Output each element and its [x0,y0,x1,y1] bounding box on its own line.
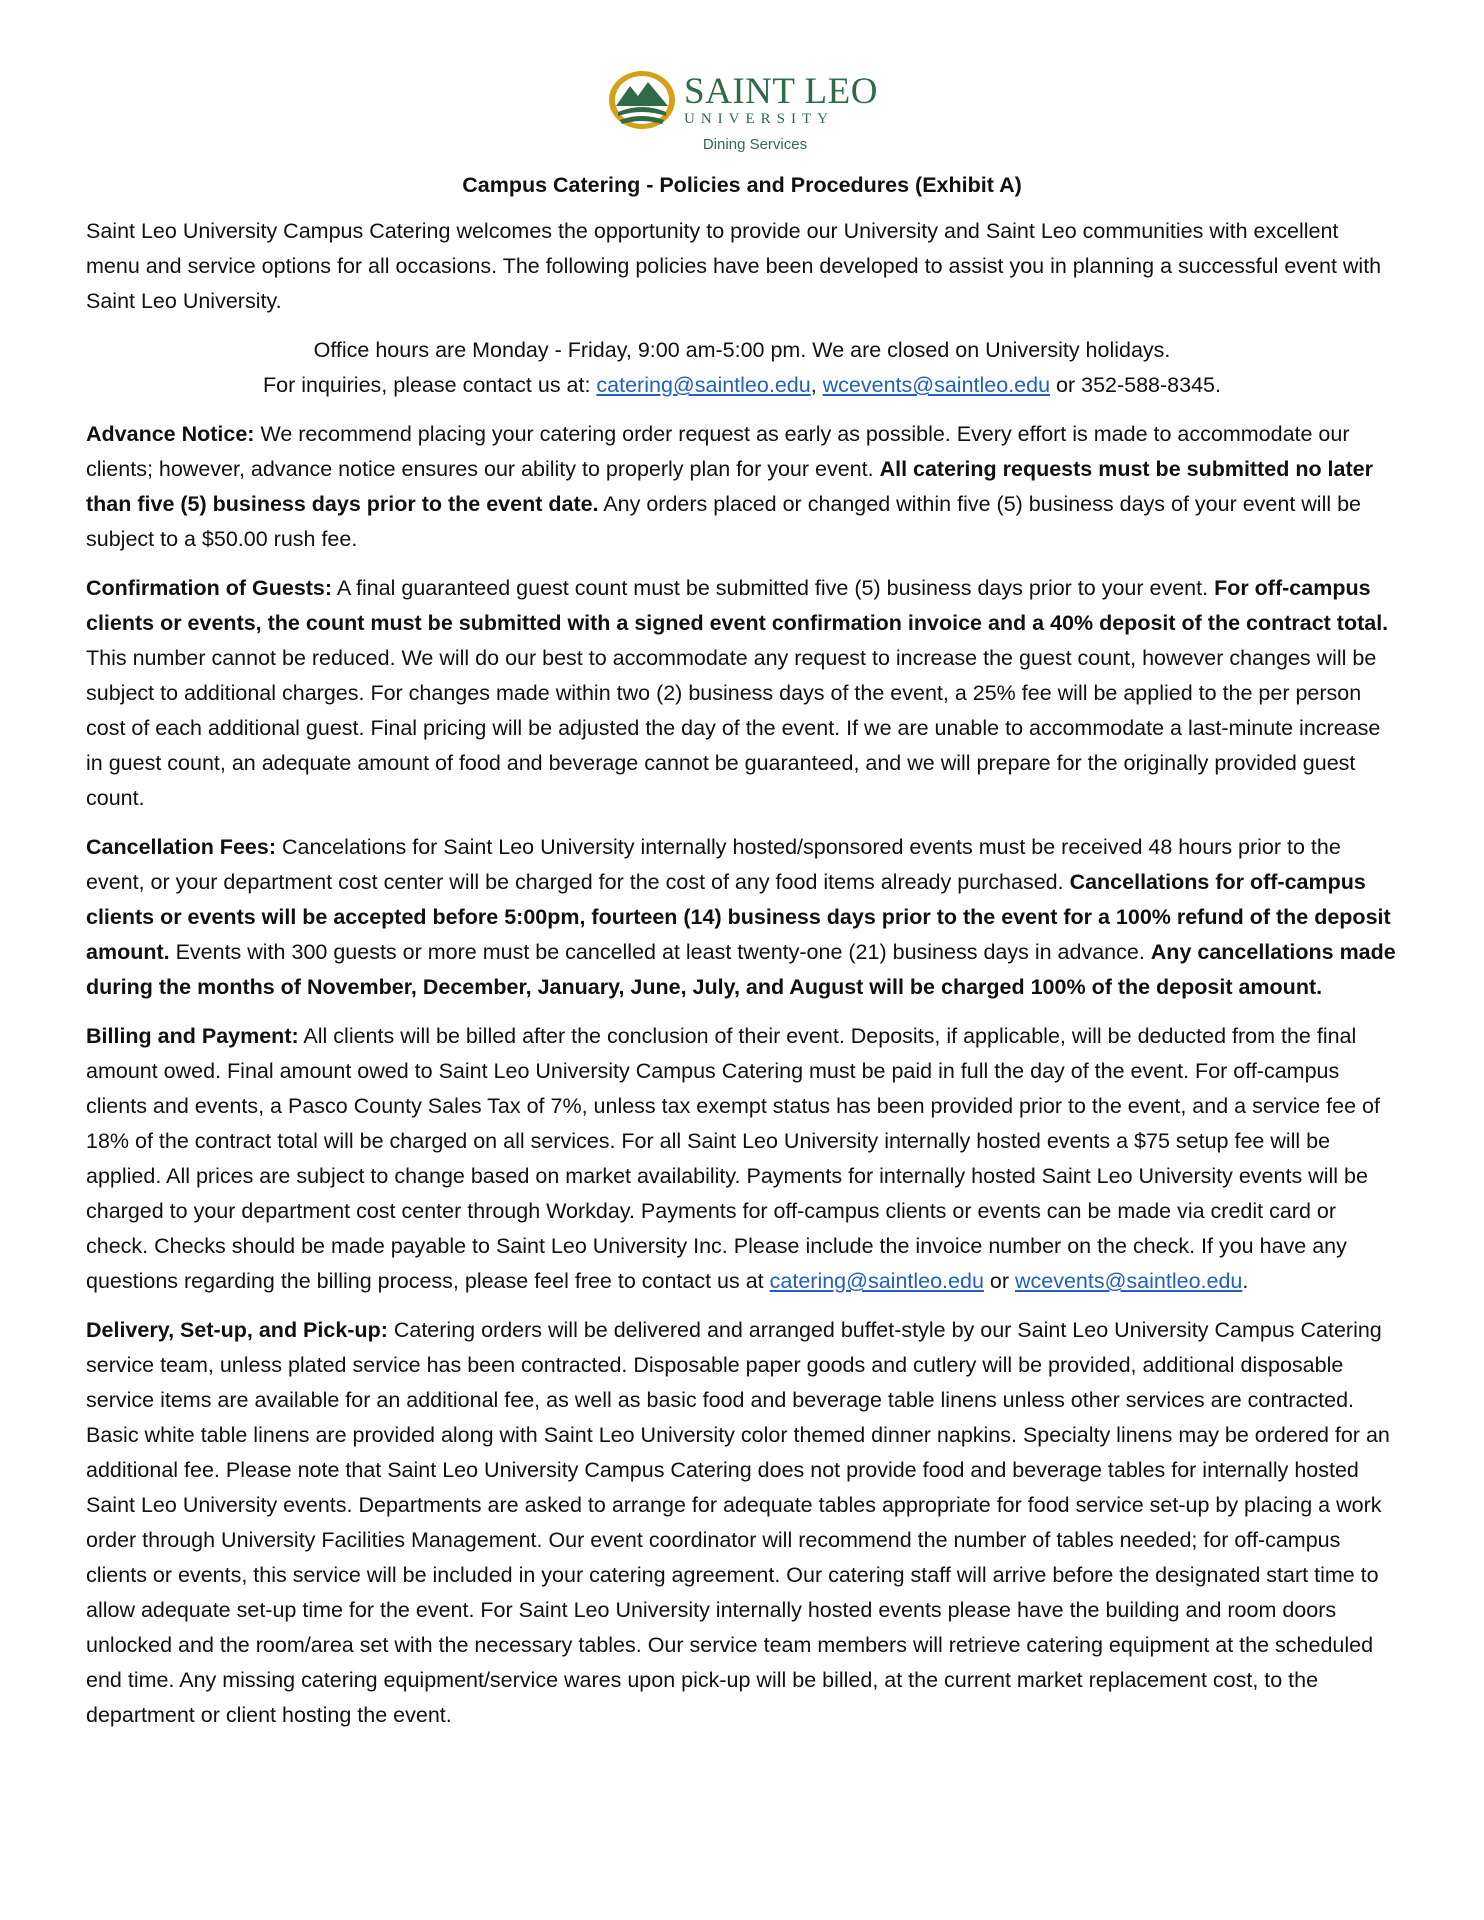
cancellation-bold-1: Cancellations for off-campus clients or events will be accepted before 5:00pm, fourteen (14) business days prior to the event for a 100% refund of the deposit amount. [86,870,1391,964]
wcevents-email-link[interactable]: wcevents@saintleo.edu [822,373,1051,397]
delivery-section [86,1313,1398,1733]
confirmation-heading: Confirmation of Guests: [86,576,333,600]
delivery-heading: Delivery, Set-up, and Pick-up: [86,1318,388,1342]
cancellation-heading: Cancellation Fees: [86,835,276,859]
advance-notice-text-1: We recommend placing your catering order request as early as possible. Every effort is made to accommodate our clients; however, advance notice ensures our ability to properly plan for your event. [86,422,1350,481]
confirmation-text-2: This number cannot be reduced. We will do our best to accommodate any request to increase the guest count, however changes will be subject to additional charges. For changes made within two (2) business days of the event, a 25% fee will be applied to the per person cost of each additional guest. Final pricing will be adjusted the day of the event. If we are unable to accommodate a last-minute increase in guest count, an adequate amount of food and beverage cannot be guaranteed, and we will prepare for the originally provided guest count. [86,646,1381,810]
billing-end: . [1242,1269,1249,1293]
logo-dining-services: Dining Services [702,136,808,153]
advance-notice-heading: Advance Notice: [86,422,255,446]
office-hours: Office hours are Monday - Friday, 9:00 am-5:00 pm. We are closed on University holidays. [313,338,1171,362]
logo-wordmark [684,73,878,127]
billing-wcevents-email-link[interactable]: wcevents@saintleo.edu [1014,1269,1243,1293]
intro-paragraph: Saint Leo University Campus Catering welcomes the opportunity to provide our University and Saint Leo communities with excellent menu and service options for all occasions. The following policies have been developed to assist you in planning a successful event with Saint Leo University. [86,219,1382,313]
logo-subtitle: UNIVERSITY [684,111,835,127]
billing-text-1: All clients will be billed after the conclusion of their event. Deposits, if applicable, will be deducted from the final amount owed. Final amount owed to Saint Leo University Campus Catering must be paid in full the day of the event. For off-campus clients and events, a Pasco County Sales Tax of 7%, unless tax exempt status has been provided prior to the event, and a service fee of 18% of the contract total will be charged on all services. For all Saint Leo University internally hosted events a $75 setup fee will be applied. All prices are subject to change based on market availability. Payments for internally hosted Saint Leo University events will be charged to your department cost center through Workday. Payments for off-campus clients or events can be made via credit card or check. Checks should be made payable to Saint Leo University Inc. Please include the invoice number on the check. If you have any questions regarding the billing process, please feel free to contact us at [86,1024,1380,1293]
advance-notice-bold-1: All catering requests must be submitted no later than five (5) business days prior to the event date. [86,457,1373,516]
billing-section [86,1019,1398,1299]
catering-email-link[interactable]: catering@saintleo.edu [596,373,811,397]
billing-catering-email-link[interactable]: catering@saintleo.edu [769,1269,984,1293]
confirmation-section [86,571,1398,816]
page-title: Campus Catering - Policies and Procedures (Exhibit A) [462,173,1022,197]
phone-text: or 352-588-8345. [1050,373,1221,397]
logo-name: SAINT LEO [684,71,878,112]
billing-or: or [983,1269,1015,1293]
advance-notice-text-2: Any orders placed or changed within five (5) business days of your event will be subject to a $50.00 rush fee. [86,492,1362,551]
cancellation-text-2: Events with 300 guests or more must be cancelled at least twenty-one (21) business days in advance. [169,940,1151,964]
contact-block [86,333,1398,403]
cancellation-bold-2: Any cancellations made during the months of November, December, January, June, July, and August will be charged 100% of the deposit amount. [86,940,1396,999]
confirmation-bold-1: For off-campus clients or events, the count must be submitted with a signed event confirmation invoice and a 40% deposit of the contract total. [86,576,1389,635]
cancellation-text-1: Cancelations for Saint Leo University internally hosted/sponsored events must be received 48 hours prior to the event, or your department cost center will be charged for the cost of any food items already purchased. [86,835,1341,894]
cancellation-section [86,830,1398,1005]
saint-leo-emblem-icon [606,68,678,132]
billing-heading: Billing and Payment: [86,1024,299,1048]
logo-row [606,68,878,132]
email-separator: , [810,373,823,397]
header-logo [86,68,1398,153]
advance-notice-section [86,417,1398,557]
delivery-text-1: Catering orders will be delivered and arranged buffet-style by our Saint Leo University Campus Catering service team, unless plated service has been contracted. Disposable paper goods and cutlery will be provided, additional disposable service items are available for an additional fee, as well as basic food and beverage table linens unless other services are contracted. Basic white table linens are provided along with Saint Leo University color themed dinner napkins. Specialty linens may be ordered for an additional fee. Please note that Saint Leo University Campus Catering does not provide food and beverage tables for internally hosted Saint Leo University events. Departments are asked to arrange for adequate tables appropriate for food service set-up by placing a work order through University Facilities Management. Our event coordinator will recommend the number of tables needed; for off-campus clients or events, this service will be included in your catering agreement. Our catering staff will arrive before the designated start time to allow adequate set-up time for the event. For Saint Leo University internally hosted events please have the building and room doors unlocked and the room/area set with the necessary tables. Our service team members will retrieve catering equipment at the scheduled end time. Any missing catering equipment/service wares upon pick-up will be billed, at the current market replacement cost, to the department or client hosting the event. [86,1318,1390,1727]
confirmation-text-1: A final guaranteed guest count must be submitted five (5) business days prior to your event. [332,576,1215,600]
inquiry-prefix: For inquiries, please contact us at: [263,373,597,397]
